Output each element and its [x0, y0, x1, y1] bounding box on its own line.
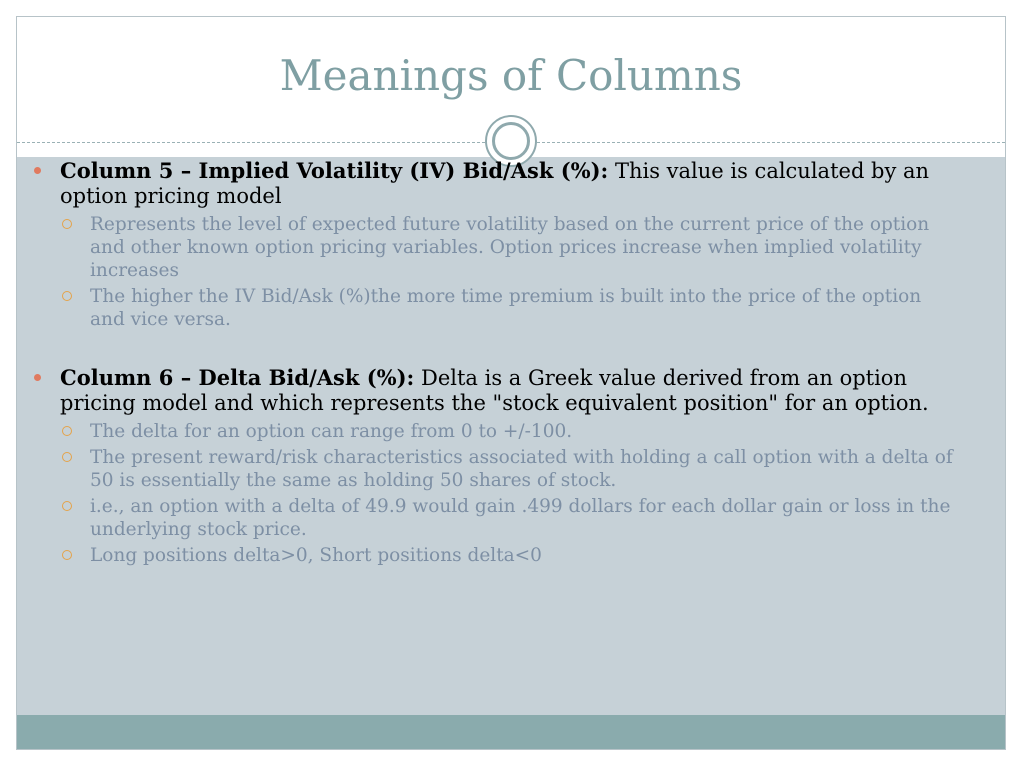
- sub-bullet-text: Represents the level of expected future volatility based on the current price of the option and other known option pricing variables. Option prices increase when implied volatility increases: [90, 214, 930, 281]
- slide-title: Meanings of Columns: [279, 51, 743, 100]
- sub-bullet-text: Long positions delta>0, Short positions delta<0: [90, 545, 542, 566]
- bullet-column-5: [30, 158, 960, 209]
- hollow-circle-bullet-icon: [62, 501, 72, 511]
- footer-band: [17, 715, 1005, 750]
- sub-bullet: [30, 495, 960, 541]
- sub-bullet-text: The delta for an option can range from 0 to +/-100.: [90, 421, 573, 442]
- sub-bullet-text: i.e., an option with a delta of 49.9 would gain .499 dollars for each dollar gain or loss in the underlying stock price.: [90, 496, 951, 540]
- hollow-circle-bullet-icon: [62, 452, 72, 462]
- sub-bullet: [30, 420, 960, 443]
- section-gap: [30, 331, 960, 365]
- sub-bullet: [30, 285, 960, 331]
- hollow-circle-bullet-icon: [62, 291, 72, 301]
- bullet-text: This value is calculated by an option pricing model: [60, 159, 930, 208]
- bullet-lead: Column 5 – Implied Volatility (IV) Bid/Ask (%):: [60, 158, 609, 183]
- bullet-dot-icon: [34, 374, 41, 381]
- sub-bullet: [30, 544, 960, 567]
- sub-bullet: [30, 213, 960, 282]
- inner-circle-ornament-icon: [492, 122, 530, 160]
- hollow-circle-bullet-icon: [62, 219, 72, 229]
- sub-bullet-text: The higher the IV Bid/Ask (%)the more time premium is built into the price of the option and vice versa.: [90, 286, 922, 330]
- hollow-circle-bullet-icon: [62, 550, 72, 560]
- bullet-content: [30, 158, 960, 567]
- sub-bullet-text: The present reward/risk characteristics associated with holding a call option with a delta of 50 is essentially the same as holding 50 shares of stock.: [90, 447, 953, 491]
- hollow-circle-bullet-icon: [62, 426, 72, 436]
- bullet-text: Delta is a Greek value derived from an option pricing model and which represents the "stock equivalent position" for an option.: [60, 366, 929, 415]
- bullet-dot-icon: [34, 167, 41, 174]
- bullet-column-6: [30, 365, 960, 416]
- sub-bullet: [30, 446, 960, 492]
- bullet-lead: Column 6 – Delta Bid/Ask (%):: [60, 365, 415, 390]
